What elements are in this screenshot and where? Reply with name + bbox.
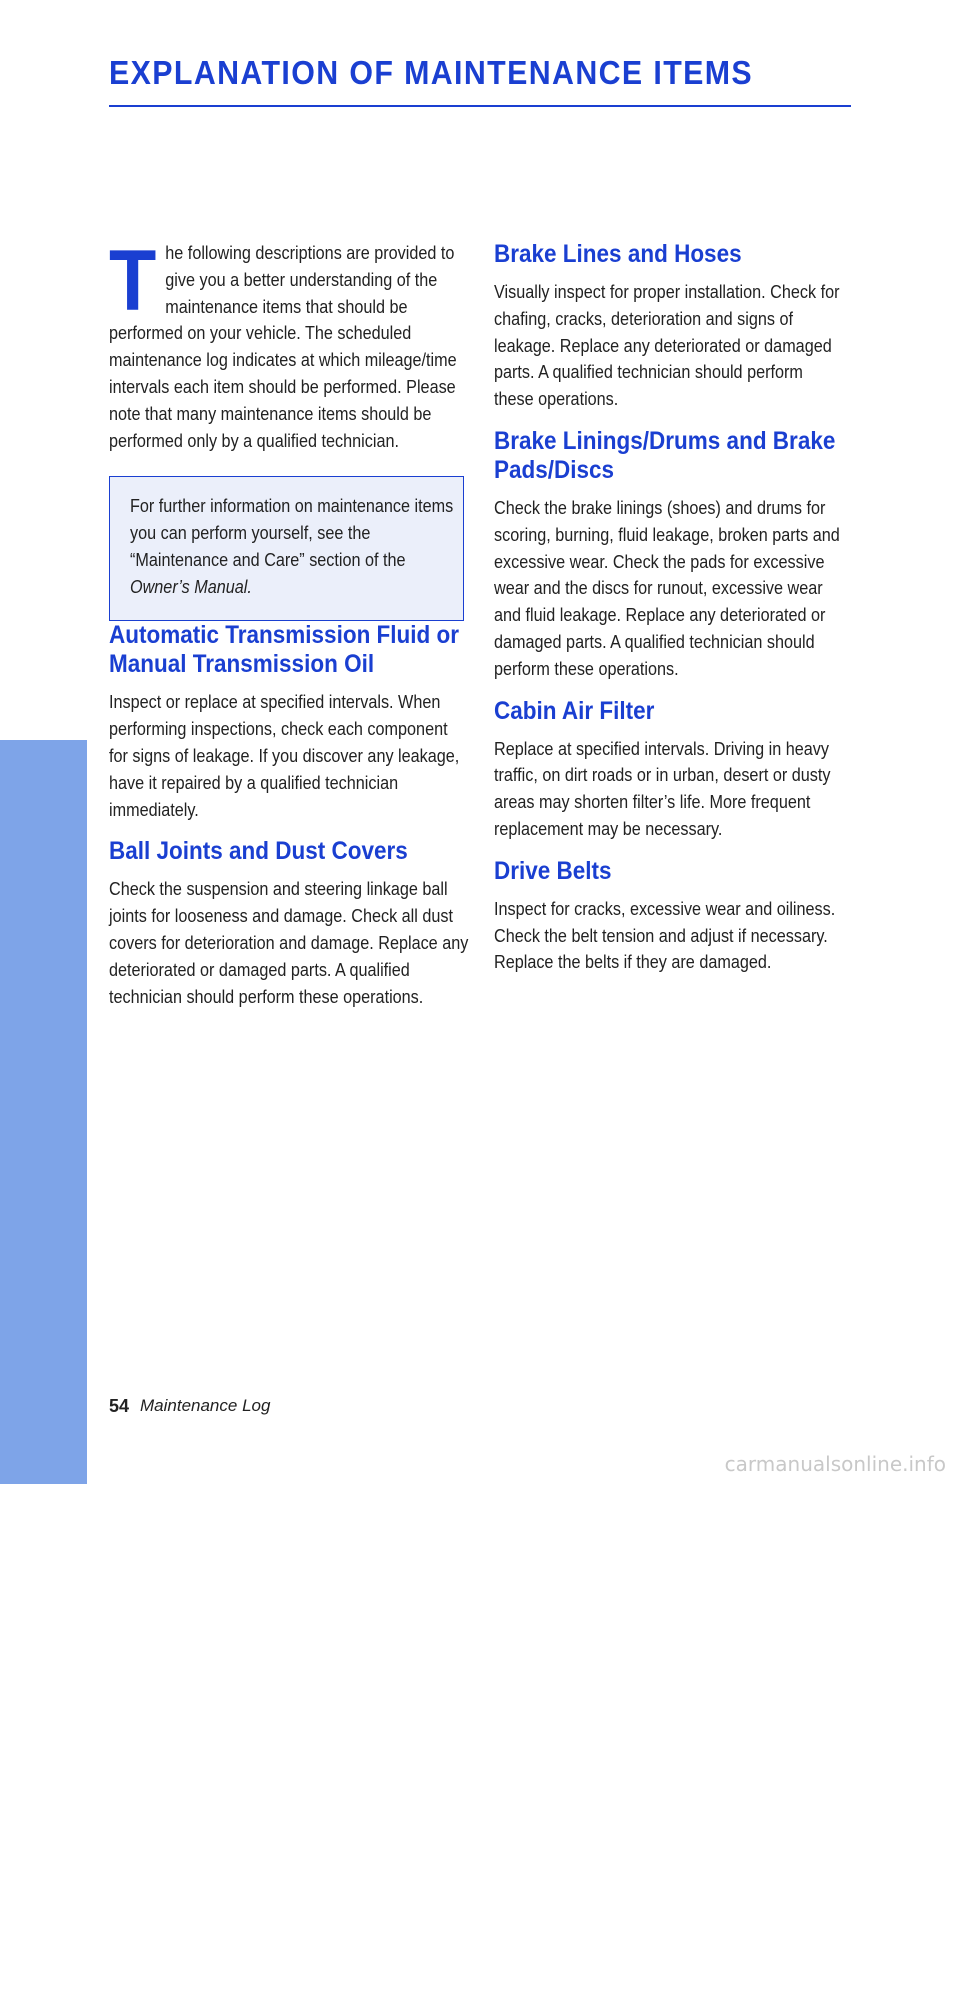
section-heading: Ball Joints and Dust Covers: [109, 837, 408, 866]
section-heading: Cabin Air Filter: [494, 696, 655, 725]
watermark: carmanualsonline.info: [724, 1452, 946, 1476]
title-rule: [109, 105, 851, 107]
left-column: [109, 233, 469, 1024]
intro-paragraph: [109, 233, 469, 454]
section-brake-linings: [494, 427, 844, 683]
section-heading: Brake Linings/Drums and Brake Pads/Discs: [494, 426, 836, 484]
section-body: Inspect for cracks, excessive wear and oiliness. Check the belt tension and adjust if necessary. Replace the belts if they are damaged.: [494, 898, 836, 973]
drop-cap: T: [109, 233, 157, 329]
section-body: Visually inspect for proper installation. Check for chafing, cracks, deterioration and signs of leakage. Replace any deteriorated or damaged parts. A qualified technician should perform these operations.: [494, 282, 840, 410]
footer-title: Maintenance Log: [140, 1396, 271, 1415]
side-tab-label: MAINTENANCE: [23, 1689, 64, 2011]
section-drive-belts: [494, 857, 844, 976]
intro-text: he following descriptions are provided to give you a better understanding of the maintenance items that should be performed on your vehicle. The scheduled maintenance log indicates at which mileage/time intervals each item should be performed. Please note that many maintenance items should be performed only by a qualified technician.: [109, 243, 457, 451]
note-text-main: For further information on maintenance items you can perform yourself, see the “Maintenance and Care” section of the: [130, 496, 454, 570]
side-tab: [0, 740, 87, 2011]
section-heading: Drive Belts: [494, 856, 612, 885]
section-cabin-air-filter: [494, 697, 844, 843]
note-text: [130, 493, 457, 600]
note-box: [109, 476, 464, 621]
section-body: Check the brake linings (shoes) and drums for scoring, burning, fluid leakage, broken parts and excessive wear. Check the pads for excessive wear and the discs for runout, excessive wear and fluid leakage. Replace any deteriorated or damaged parts. A qualified technician should perform these operations.: [494, 497, 840, 679]
section-body: Replace at specified intervals. Driving in heavy traffic, on dirt roads or in urban, desert or dusty areas may shorten filter’s life. More frequent replacement may be necessary.: [494, 738, 831, 839]
section-brake-lines: [494, 240, 844, 413]
section-ball-joints: [109, 837, 469, 1010]
page-title: EXPLANATION OF MAINTENANCE ITEMS: [109, 54, 754, 91]
section-transmission: [109, 621, 469, 823]
right-column: [494, 240, 844, 990]
page-number: 54: [109, 1396, 130, 1416]
note-manual-reference: Owner’s Manual.: [130, 576, 252, 597]
section-heading: Brake Lines and Hoses: [494, 240, 742, 268]
section-body: Inspect or replace at specified intervals. When performing inspections, check each component for signs of leakage. If you discover any leakage, have it repaired by a qualified technician immediately.: [109, 692, 460, 820]
section-body: Check the suspension and steering linkage ball joints for looseness and damage. Check all dust covers for deterioration and damage. Replace any deteriorated or damaged parts. A qualified technician should perform these operations.: [109, 879, 469, 1007]
section-heading: Automatic Transmission Fluid or Manual Transmission Oil: [109, 621, 460, 679]
